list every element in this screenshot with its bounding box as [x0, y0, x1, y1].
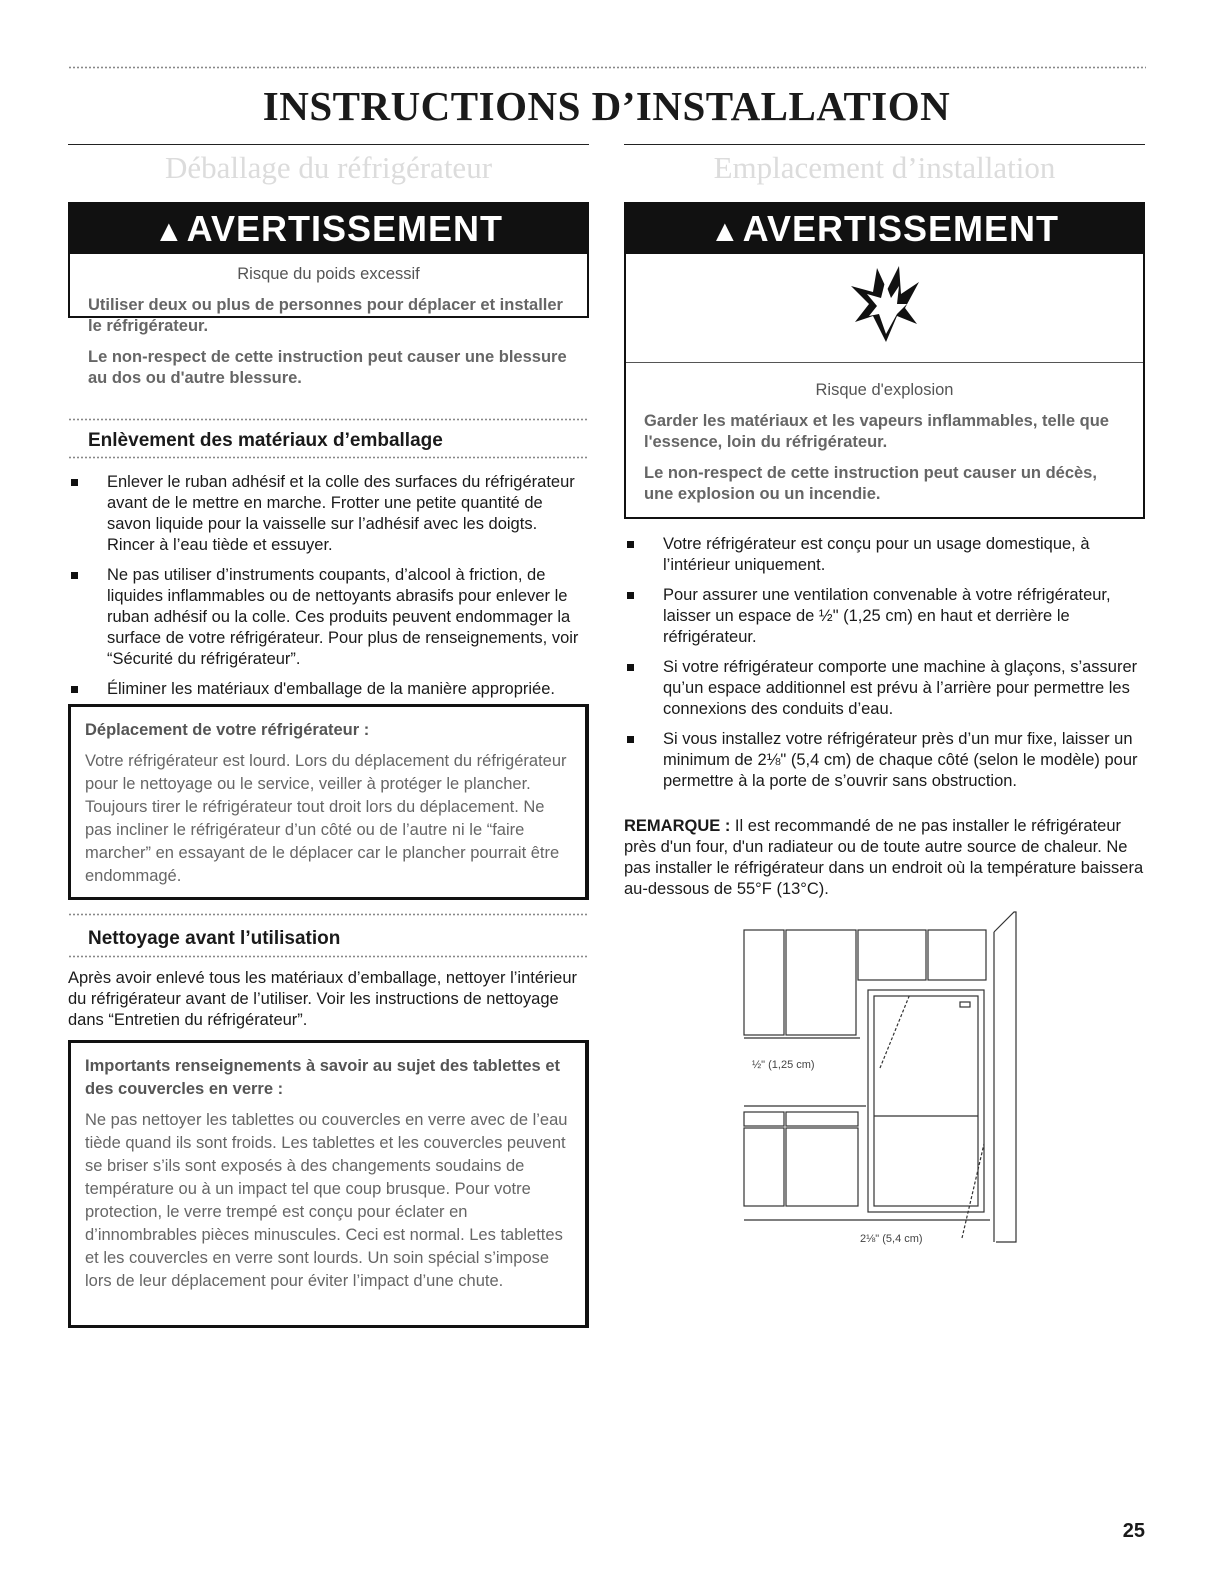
- list-item: Si votre réfrigérateur comporte une machine à glaçons, s’assurer qu’un espace additionnel est prévu à l’arrière pour permettre les connexions des conduits d’eau.: [624, 657, 1145, 720]
- box-title: Déplacement de votre réfrigérateur :: [85, 721, 370, 739]
- list-item: Pour assurer une ventilation convenable à votre réfrigérateur, laisser un espace de ½" (1,25 cm) en haut et derrière le réfrigérateur.: [624, 585, 1145, 648]
- dotted-rule: [68, 456, 589, 459]
- warning-triangle-icon: ▲: [709, 215, 741, 248]
- warning-label: AVERTISSEMENT: [186, 208, 504, 249]
- warning-line: Le non-respect de cette instruction peut causer une blessure au dos ou d'autre blessure.: [88, 348, 567, 387]
- dotted-rule: [68, 913, 589, 916]
- list-item: Votre réfrigérateur est conçu pour un usage domestique, à l’intérieur uniquement.: [624, 534, 1145, 576]
- list-item: Enlever le ruban adhésif et la colle des surfaces du réfrigérateur avant de le mettre en marche. Frotter une petite quantité de savon liquide pour la vaisselle sur l’adhésif avec les doigts. Rincer à l’eau tiède et essuyer.: [68, 472, 589, 556]
- warning-subtitle: Risque du poids excessif: [237, 265, 420, 283]
- right-section-title: Emplacement d’installation: [713, 150, 1056, 185]
- weight-warning-box: [68, 202, 589, 387]
- gap-label-top: ½" (1,25 cm): [752, 1059, 815, 1071]
- left-header-rule: [68, 144, 589, 145]
- list-item: Ne pas utiliser d’instruments coupants, d’alcool à friction, de liquides inflammables ou de nettoyants abrasifs pour enlever le ruban adhésif ou la colle. Ces produits peuvent endommager la surface de votre réfrigérateur. Pour plus de renseignements, voir “Sécurité du réfrigérateur”.: [68, 565, 589, 670]
- warning-line: Le non-respect de cette instruction peut causer un décès, une explosion ou un incendie.: [644, 464, 1097, 503]
- gap-label-side: 2⅛" (5,4 cm): [860, 1233, 923, 1245]
- warning-line: Garder les matériaux et les vapeurs inflammables, telle que l'essence, loin du réfrigérateur.: [644, 412, 1109, 451]
- dotted-rule: [68, 418, 589, 421]
- page-title: INSTRUCTIONS D’INSTALLATION: [262, 83, 951, 129]
- left-section-title: Déballage du réfrigérateur: [164, 150, 493, 185]
- warning-banner: [70, 204, 587, 254]
- cleaning-text: Après avoir enlevé tous les matériaux d’emballage, nettoyer l’intérieur du réfrigérateur avant de l’utiliser. Voir les instructions de nettoyage dans “Entretien du réfrigérateur”.: [68, 969, 578, 1029]
- warning-body: [644, 380, 1125, 515]
- placement-list: [624, 534, 1145, 801]
- glass-info-box: [68, 1040, 589, 1328]
- top-dotted-rule: [68, 66, 1146, 69]
- warning-line: Utiliser deux ou plus de personnes pour déplacer et installer le réfrigérateur.: [88, 296, 563, 335]
- warning-label: AVERTISSEMENT: [742, 208, 1060, 249]
- explosion-warning-box: [624, 202, 1145, 519]
- box-title: Importants renseignements à savoir au sujet des tablettes et des couvercles en verre :: [85, 1057, 560, 1098]
- right-header-rule: [624, 144, 1145, 145]
- warning-body: [88, 264, 569, 399]
- removal-heading: Enlèvement des matériaux d’emballage: [88, 430, 443, 451]
- note-label: REMARQUE :: [624, 817, 731, 835]
- list-item: Éliminer les matériaux d'emballage de la manière appropriée.: [68, 679, 589, 700]
- note-paragraph: [624, 816, 1145, 900]
- dotted-rule: [68, 955, 589, 958]
- box-text: Ne pas nettoyer les tablettes ou couvercles en verre avec de l’eau tiède quand ils sont froids. Les tablettes et les couvercles peuvent se briser s’ils sont exposés à des changements soudains de température ou à un impact tel que coup brusque. Pour votre protection, le verre trempé est conçu pour éclater en d’innombrables pièces minuscules. Ceci est normal. Les tablettes et les couvercles en verre sont lourds. Un soin spécial s’impose lors de leur déplacement pour éviter l’impact d’une chute.: [85, 1111, 568, 1290]
- list-item: Si vous installez votre réfrigérateur près d’un mur fixe, laisser un minimum de 2⅛" (5,4 cm) de chaque côté (selon le modèle) pour permettre à la porte de s’ouvrir sans obstruction.: [624, 729, 1145, 792]
- warning-subtitle: Risque d'explosion: [815, 381, 954, 399]
- warning-banner: [626, 204, 1143, 254]
- warning-triangle-icon: ▲: [153, 215, 185, 248]
- removal-list: [68, 472, 589, 709]
- cleaning-heading: Nettoyage avant l’utilisation: [88, 928, 341, 949]
- page-number: 25: [1122, 1520, 1145, 1542]
- icon-divider: [626, 362, 1143, 363]
- moving-info-box: [68, 704, 589, 900]
- note-text: Il est recommandé de ne pas installer le réfrigérateur près d'un four, d'un radiateur ou de toute autre source de chaleur. Ne pas installer le réfrigérateur dans un endroit où la température baissera au-dessous de 55°F (13°C).: [624, 817, 1144, 898]
- clearance-diagram: [740, 908, 1025, 1253]
- explosion-icon: [851, 264, 921, 344]
- box-text: Votre réfrigérateur est lourd. Lors du déplacement du réfrigérateur pour le nettoyage ou le service, veiller à protéger le plancher. Toujours tirer le réfrigérateur tout droit lors du déplacement. Ne pas incliner le réfrigérateur d’un côté ou de l’autre ni le “faire marcher” en essayant de le déplacer car le plancher pourrait être endommagé.: [85, 752, 567, 885]
